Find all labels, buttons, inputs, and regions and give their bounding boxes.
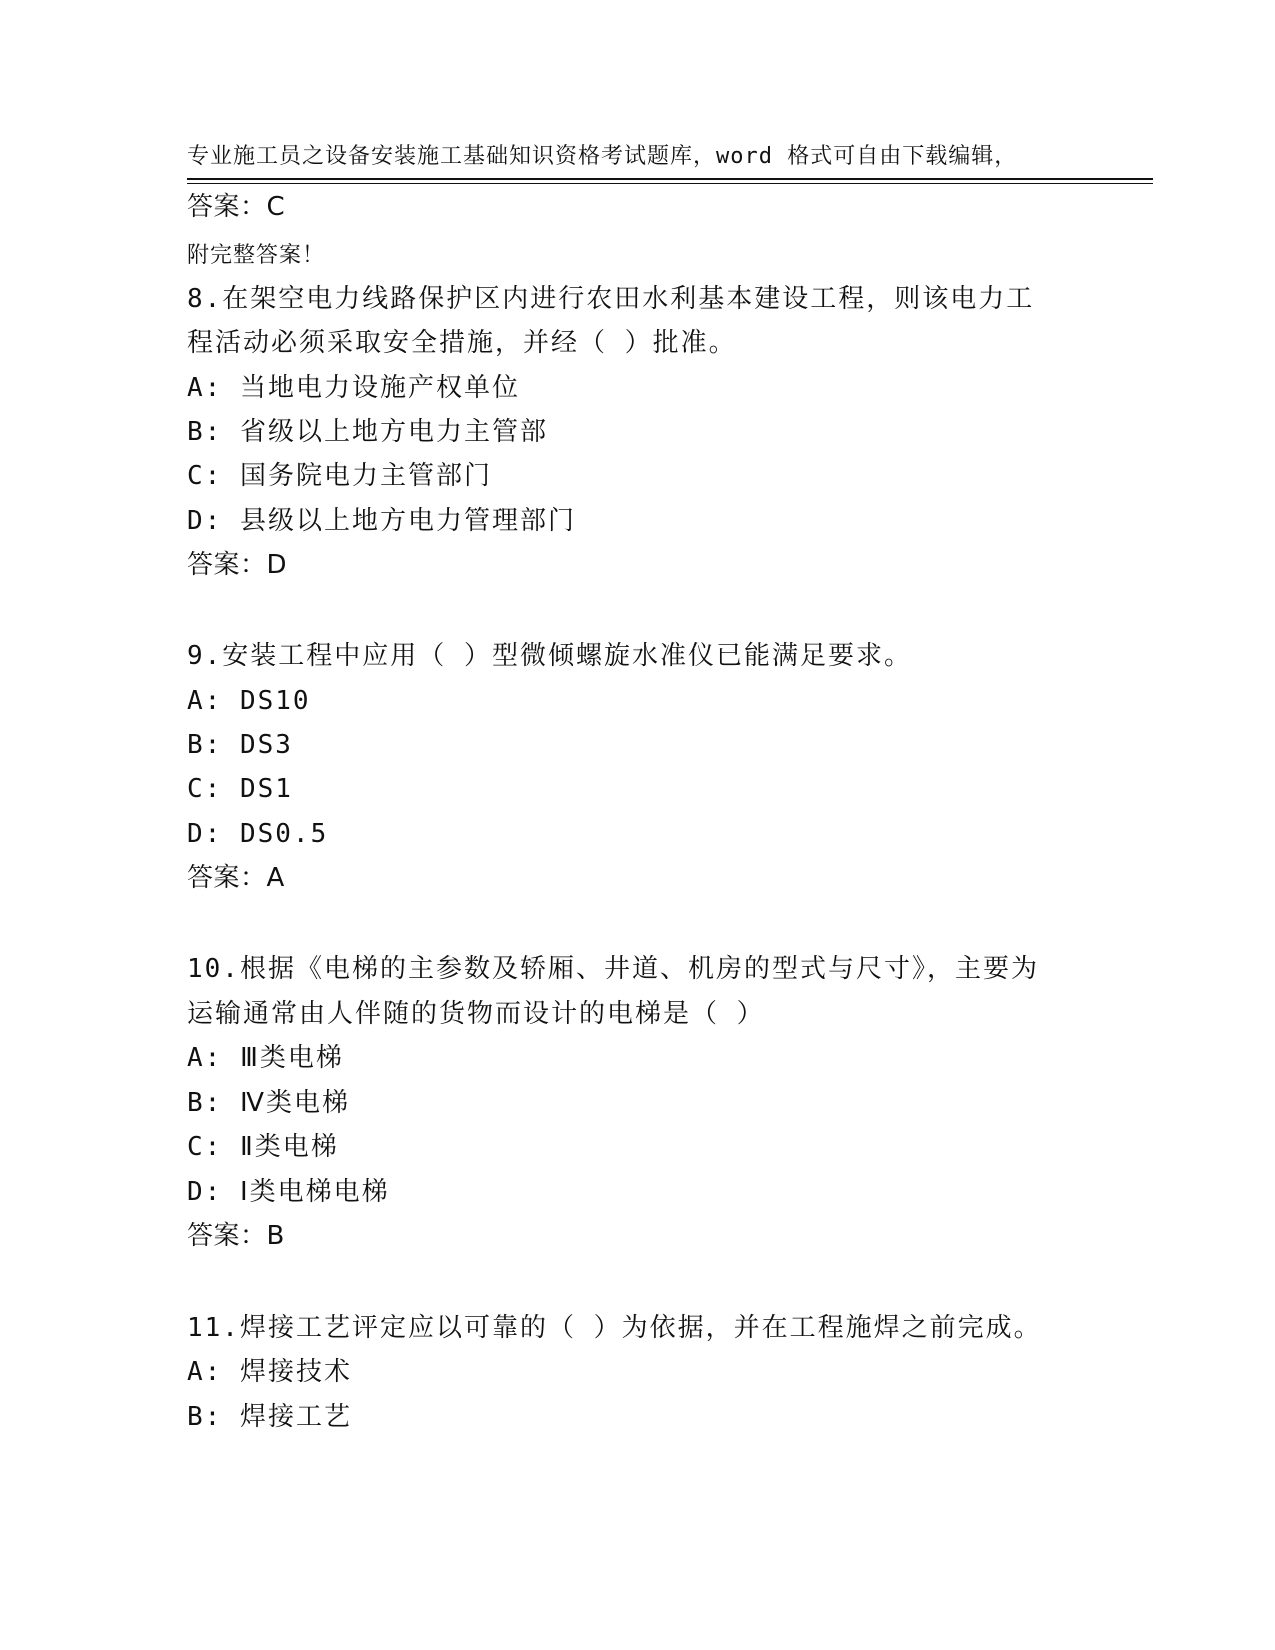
question-8-option-a: A: 当地电力设施产权单位 [187,373,520,403]
question-11-option-a: A: 焊接技术 [187,1357,352,1387]
header-line-2: 附完整答案！ [187,243,326,268]
question-9-answer: 答案：A [187,863,285,893]
question-10-option-d: D: Ⅰ类电梯电梯 [187,1177,390,1207]
question-8-option-b: B: 省级以上地方电力主管部 [187,417,548,447]
question-9-option-c: C: DS1 [187,774,293,804]
question-10-option-b: B: Ⅳ类电梯 [187,1088,350,1118]
header-divider-thin [187,183,1153,184]
header-divider-thick [187,178,1153,180]
header-line-1: 专业施工员之设备安装施工基础知识资格考试题库，word 格式可自由下载编辑， [187,144,1018,169]
question-8-option-d: D: 县级以上地方电力管理部门 [187,506,576,536]
question-9-stem-line-1: 9.安装工程中应用（ ）型微倾螺旋水准仪已能满足要求。 [187,641,912,671]
question-9-option-d: D: DS0.5 [187,819,329,849]
question-10-stem-line-1: 10.根据《电梯的主参数及轿厢、井道、机房的型式与尺寸》，主要为 [187,954,1039,984]
question-9-option-b: B: DS3 [187,730,293,760]
question-8-stem-line-1: 8.在架空电力线路保护区内进行农田水利基本建设工程，则该电力工 [187,284,1035,314]
question-10-answer: 答案：B [187,1221,285,1251]
question-8-stem-line-2: 程活动必须采取安全措施，并经（ ）批准。 [187,328,737,358]
question-11-option-b: B: 焊接工艺 [187,1402,352,1432]
question-8-option-c: C: 国务院电力主管部门 [187,461,492,491]
previous-answer: 答案：C [187,192,286,222]
question-8-answer: 答案：D [187,550,288,580]
question-10-option-c: C: Ⅱ类电梯 [187,1132,339,1162]
question-11-stem-line-1: 11.焊接工艺评定应以可靠的（ ）为依据，并在工程施焊之前完成。 [187,1313,1042,1343]
question-9-option-a: A: DS10 [187,686,311,716]
question-10-stem-line-2: 运输通常由人伴随的货物而设计的电梯是（ ） [187,999,765,1029]
question-10-option-a: A: Ⅲ类电梯 [187,1043,344,1073]
